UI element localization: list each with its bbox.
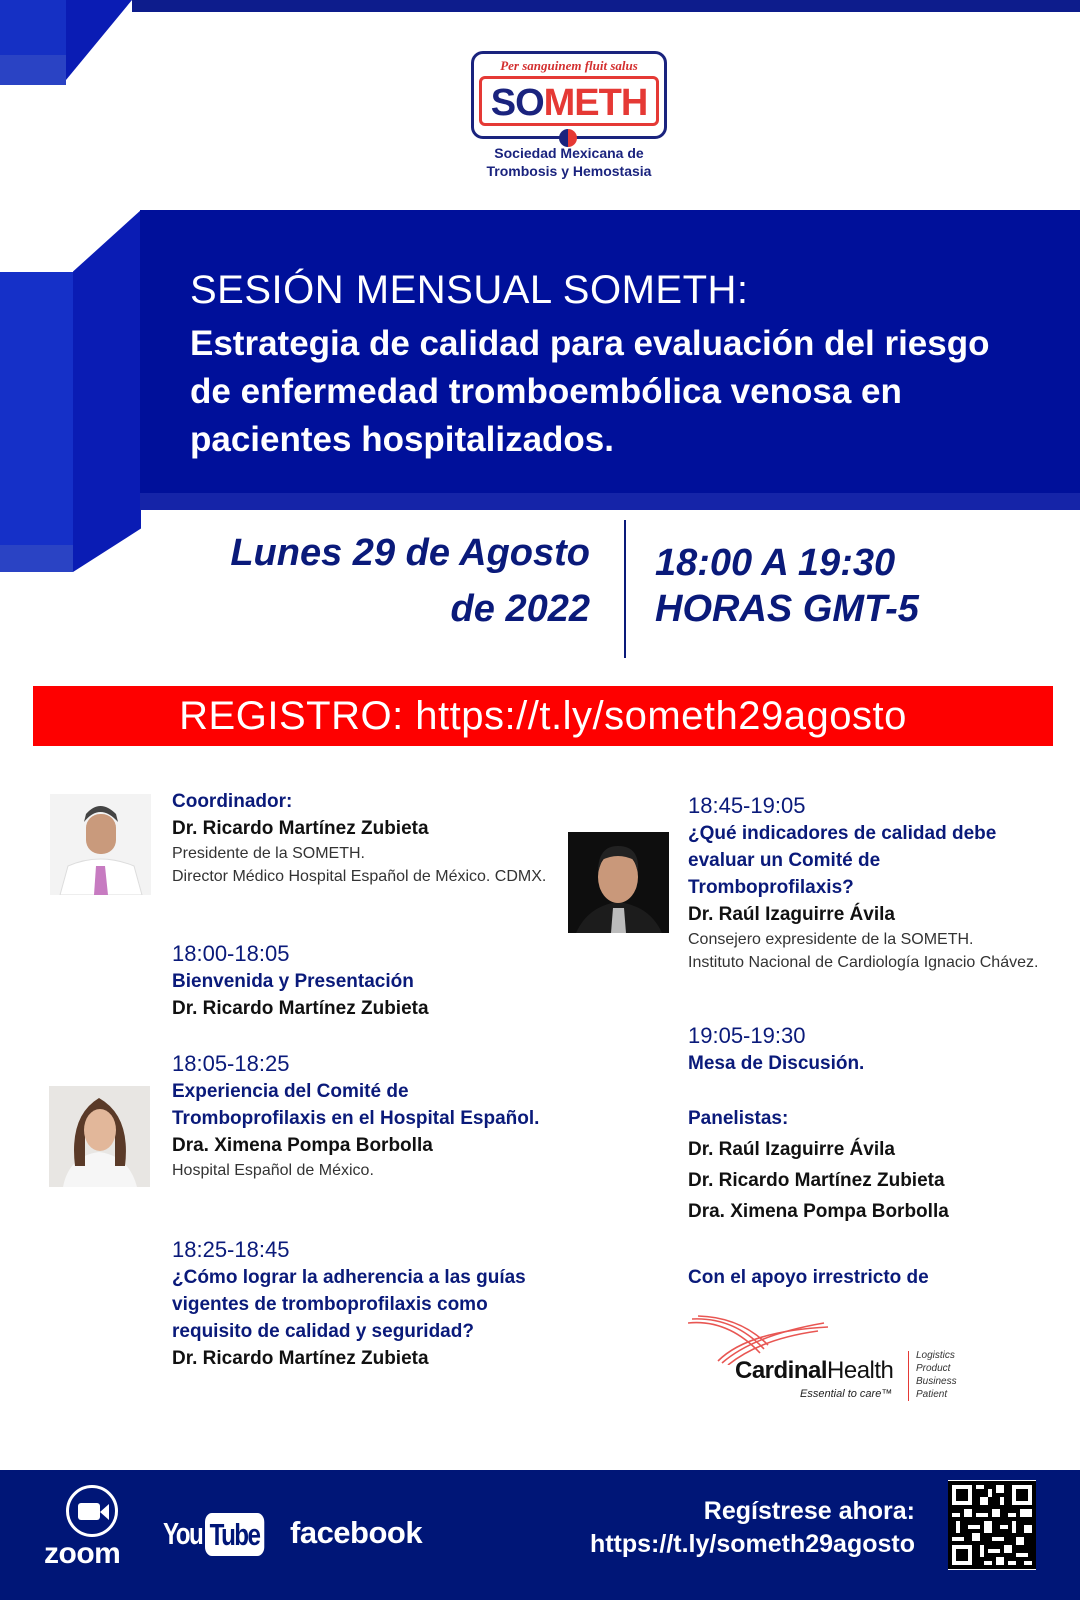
zoom-camera-body	[78, 1503, 100, 1520]
sponsor-name-regular: Health	[827, 1357, 894, 1384]
sponsor-name-bold: Cardinal	[735, 1357, 828, 1384]
session-item	[688, 792, 1048, 974]
event-time-line2: HORAS GMT-5	[655, 588, 919, 630]
register-now-cta[interactable]	[530, 1495, 915, 1561]
youtube-label-you: You	[163, 1516, 203, 1551]
session-title: ¿Qué indicadores de calidad debe evaluar un Comité de Tromboprofilaxis?	[688, 823, 997, 898]
event-time-line1: 18:00 A 19:30	[655, 542, 896, 584]
zoom-label[interactable]: zoom	[44, 1537, 121, 1570]
qr-code-icon[interactable]	[948, 1480, 1036, 1570]
portrait-ricardo-martinez-zubieta	[50, 794, 151, 895]
session-kicker: SESIÓN MENSUAL SOMETH:	[190, 268, 749, 312]
panelists-heading: Panelistas:	[688, 1108, 789, 1129]
sponsor-intro-text: Con el apoyo irrestricto de	[688, 1267, 929, 1288]
sponsor-tagline: Essential to care™	[800, 1388, 893, 1400]
session-speaker: Dr. Ricardo Martínez Zubieta	[172, 998, 429, 1019]
decorative-left-block	[0, 272, 73, 572]
coordinator-affiliation-2: Director Médico Hospital Español de México. CDMX.	[172, 868, 547, 885]
zoom-icon[interactable]	[66, 1485, 118, 1537]
decorative-corner-slant	[66, 0, 132, 80]
logo-subtitle-line2: Trombosis y Hemostasia	[486, 163, 652, 179]
session-speaker: Dr. Raúl Izaguirre Ávila	[688, 904, 895, 925]
session-speaker: Dra. Ximena Pompa Borbolla	[172, 1135, 433, 1156]
logo-frame	[471, 51, 667, 139]
session-time: 18:45-19:05	[688, 793, 806, 818]
youtube-icon[interactable]	[163, 1512, 281, 1556]
sponsor-pillar: Product	[916, 1363, 951, 1374]
logo-acronym	[482, 83, 656, 123]
date-time-divider	[624, 520, 626, 658]
panelist: Dra. Ximena Pompa Borbolla	[688, 1201, 949, 1222]
coordinator-block	[172, 788, 552, 888]
panelist: Dr. Ricardo Martínez Zubieta	[688, 1170, 945, 1191]
sponsor-pillar: Patient	[916, 1389, 948, 1400]
sponsor-pillars	[916, 1349, 957, 1401]
logo-inner-frame	[479, 76, 659, 126]
session-item	[688, 1022, 1048, 1077]
session-item	[172, 940, 552, 1022]
register-now-link[interactable]: https://t.ly/someth29agosto	[589, 1530, 915, 1558]
decorative-corner-shade	[0, 55, 66, 85]
sponsor-divider	[908, 1351, 909, 1401]
sponsor-pillar: Logistics	[916, 1350, 955, 1361]
session-speaker: Dr. Ricardo Martínez Zubieta	[172, 1348, 429, 1369]
logo-acronym-so: SO	[490, 82, 544, 124]
decorative-left-shade	[0, 545, 73, 572]
session-affiliation: Hospital Español de México.	[172, 1162, 374, 1179]
decorative-left-slant	[73, 210, 141, 572]
event-date-line2: de 2022	[450, 588, 590, 630]
youtube-label-tube: Tube	[205, 1513, 264, 1556]
cardinal-health-logo	[688, 1315, 958, 1405]
session-item	[172, 1050, 552, 1182]
facebook-icon[interactable]: facebook	[290, 1515, 423, 1550]
coordinator-affiliation-1: Presidente de la SOMETH.	[172, 845, 365, 862]
session-title: Estrategia de calidad para evaluación del riesgo de enfermedad tromboembólica venosa en pacientes hospitalizados.	[190, 324, 990, 459]
session-affiliation-2: Instituto Nacional de Cardiología Ignacio Chávez.	[688, 954, 1039, 971]
logo-subtitle	[457, 144, 681, 180]
panelist: Dr. Raúl Izaguirre Ávila	[688, 1139, 895, 1160]
coordinator-heading: Coordinador:	[172, 791, 293, 812]
hero-banner-shade	[140, 493, 1080, 510]
logo-subtitle-line1: Sociedad Mexicana de	[494, 145, 644, 161]
someth-logo	[471, 51, 667, 181]
event-date	[160, 525, 590, 637]
session-title: ¿Cómo lograr la adherencia a las guías vigentes de tromboprofilaxis como requisito de calidad y seguridad?	[172, 1267, 526, 1342]
panelists-list	[688, 1134, 1048, 1227]
logo-motto: Per sanguinem fluit salus	[500, 58, 638, 73]
session-affiliation-1: Consejero expresidente de la SOMETH.	[688, 931, 974, 948]
top-decorative-bar	[132, 0, 1080, 12]
session-title: Bienvenida y Presentación	[172, 971, 414, 992]
zoom-camera-lens	[100, 1504, 109, 1520]
session-title: Mesa de Discusión.	[688, 1053, 865, 1074]
sponsor-name	[735, 1357, 893, 1385]
session-time: 18:00-18:05	[172, 941, 290, 966]
sponsor-intro	[688, 1264, 1048, 1291]
session-time: 19:05-19:30	[688, 1023, 806, 1048]
portrait-ximena-pompa-borbolla	[49, 1086, 150, 1187]
session-time: 18:05-18:25	[172, 1051, 290, 1076]
event-time	[655, 540, 919, 632]
session-title: Experiencia del Comité de Tromboprofilaxis en el Hospital Español.	[172, 1081, 540, 1129]
coordinator-name: Dr. Ricardo Martínez Zubieta	[172, 818, 429, 839]
logo-acronym-meth: METH	[543, 82, 648, 124]
event-date-line1: Lunes 29 de Agosto	[230, 532, 590, 574]
registration-link-banner[interactable]: REGISTRO: https://t.ly/someth29agosto	[33, 686, 1053, 746]
session-item	[172, 1236, 552, 1372]
panelists-block	[688, 1105, 1048, 1227]
sponsor-pillar: Business	[916, 1376, 957, 1387]
session-time: 18:25-18:45	[172, 1237, 290, 1262]
register-now-label: Regístrese ahora:	[703, 1497, 915, 1525]
portrait-raul-izaguirre-avila	[568, 832, 669, 933]
